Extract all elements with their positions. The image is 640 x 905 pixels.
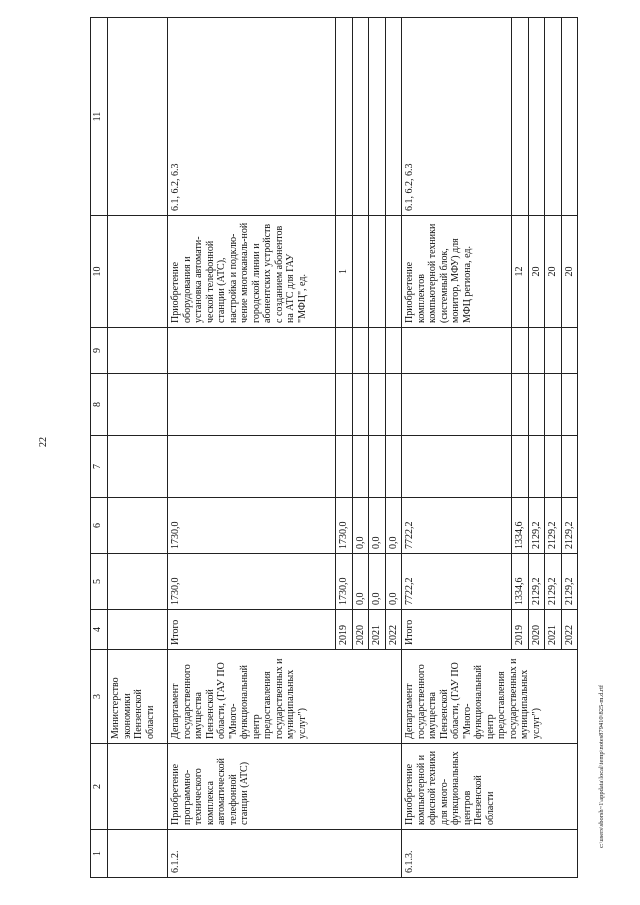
table-cell xyxy=(385,18,402,216)
indicator-value xyxy=(352,216,369,328)
table-cell xyxy=(512,18,529,216)
value-cell: 0,0 xyxy=(352,498,369,554)
rotated-table-container xyxy=(90,18,630,878)
table-cell xyxy=(369,18,386,216)
table-cell xyxy=(108,216,168,328)
table-cell xyxy=(108,328,168,374)
continuation-row xyxy=(108,18,168,878)
table-cell xyxy=(369,328,386,374)
table-cell xyxy=(528,374,545,436)
year-cell: 2019 xyxy=(336,610,353,650)
column-header: 5 xyxy=(91,554,108,610)
total-label: Итого xyxy=(168,610,336,650)
indicator-cell: Приобретение комплектов компьютерной техники (системный блок, монитор, МФУ) для МФЦ региона, ед. xyxy=(402,216,512,328)
table-cell xyxy=(561,328,578,374)
indicator-value: 20 xyxy=(561,216,578,328)
program-table xyxy=(90,17,578,878)
value-cell: 0,0 xyxy=(385,554,402,610)
table-cell xyxy=(528,328,545,374)
year-cell: 2020 xyxy=(352,610,369,650)
value-cell: 2129,2 xyxy=(561,498,578,554)
table-cell xyxy=(402,328,512,374)
table-cell xyxy=(385,328,402,374)
table-cell xyxy=(336,436,353,498)
column-header: 7 xyxy=(91,436,108,498)
table-cell xyxy=(352,328,369,374)
column-header: 10 xyxy=(91,216,108,328)
table-cell xyxy=(545,18,562,216)
table-cell xyxy=(336,328,353,374)
table-cell xyxy=(528,18,545,216)
year-cell: 2019 xyxy=(512,610,529,650)
column-header: 8 xyxy=(91,374,108,436)
year-cell: 2022 xyxy=(385,610,402,650)
table-cell xyxy=(545,436,562,498)
indicator-value: 1 xyxy=(336,216,353,328)
page-number: 22 xyxy=(38,437,49,447)
table-cell xyxy=(402,436,512,498)
target-cell: 6.1, 6.2, 6.3 xyxy=(168,18,336,216)
table-cell xyxy=(402,374,512,436)
year-cell: 2021 xyxy=(545,610,562,650)
measure-name: Приобретение компьютерной и офисной техники для много-функциональных центров Пензенской области xyxy=(402,744,578,830)
table-cell xyxy=(352,436,369,498)
table-cell xyxy=(561,436,578,498)
value-cell: 2129,2 xyxy=(528,554,545,610)
indicator-value: 20 xyxy=(545,216,562,328)
table-cell xyxy=(512,374,529,436)
table-cell xyxy=(108,374,168,436)
year-cell: 2022 xyxy=(561,610,578,650)
column-header: 11 xyxy=(91,18,108,216)
total-value: 1730,0 xyxy=(168,498,336,554)
table-cell xyxy=(108,436,168,498)
value-cell: 2129,2 xyxy=(528,498,545,554)
column-header: 4 xyxy=(91,610,108,650)
table-cell xyxy=(528,436,545,498)
row-number: 6.1.2. xyxy=(168,830,402,878)
value-cell: 2129,2 xyxy=(561,554,578,610)
table-cell xyxy=(108,610,168,650)
table-cell xyxy=(352,18,369,216)
year-cell: 2021 xyxy=(369,610,386,650)
value-cell: 0,0 xyxy=(369,554,386,610)
row-number: 6.1.3. xyxy=(402,830,578,878)
value-cell: 1730,0 xyxy=(336,554,353,610)
executor-cell: Департамент государственного имущества Пензенской области, (ГАУ ПО "Много-функциональный центр предоставления государственных и муниципальных услуг") xyxy=(402,650,578,744)
indicator-cell: Приобретение оборудования и установка автомати-ческой телефонной станции (АТС), настройка и подклю-чение многоканаль-ной городской линии и абонентских устройств с созданием абонентов на АТС для ГАУ "МФЦ", ед. xyxy=(168,216,336,328)
footer-file-path: c:\users\sborsh~1\appdata\local\temp\notes879410\825-m.d.rtf xyxy=(598,684,605,848)
table-cell xyxy=(369,374,386,436)
table-cell xyxy=(369,436,386,498)
header-row xyxy=(91,18,108,878)
table-row xyxy=(402,18,512,878)
table-cell xyxy=(108,554,168,610)
table-cell xyxy=(108,744,168,830)
indicator-value xyxy=(385,216,402,328)
value-cell: 0,0 xyxy=(385,498,402,554)
table-cell xyxy=(561,374,578,436)
table-cell xyxy=(545,374,562,436)
table-cell xyxy=(385,374,402,436)
column-header: 6 xyxy=(91,498,108,554)
table-cell xyxy=(512,436,529,498)
value-cell: 0,0 xyxy=(369,498,386,554)
table-cell xyxy=(561,18,578,216)
value-cell: 2129,2 xyxy=(545,554,562,610)
total-label: Итого xyxy=(402,610,512,650)
indicator-value: 20 xyxy=(528,216,545,328)
indicator-value xyxy=(369,216,386,328)
total-value: 7722,2 xyxy=(402,498,512,554)
table-cell xyxy=(545,328,562,374)
table-cell xyxy=(512,328,529,374)
table-cell xyxy=(336,374,353,436)
table-cell xyxy=(108,498,168,554)
total-value: 7722,2 xyxy=(402,554,512,610)
measure-name: Приобретение программно-технического комплекса автоматической телефонной станции (АТС) xyxy=(168,744,402,830)
indicator-value: 12 xyxy=(512,216,529,328)
column-header: 2 xyxy=(91,744,108,830)
value-cell: 1334,6 xyxy=(512,554,529,610)
table-cell xyxy=(352,374,369,436)
table-cell xyxy=(168,328,336,374)
column-header: 3 xyxy=(91,650,108,744)
column-header: 1 xyxy=(91,830,108,878)
value-cell: 0,0 xyxy=(352,554,369,610)
ministry-cell: Министерство экономики Пензенской области xyxy=(108,650,168,744)
table-cell xyxy=(385,436,402,498)
value-cell: 1334,6 xyxy=(512,498,529,554)
table-cell xyxy=(168,374,336,436)
executor-cell: Департамент государственного имущества Пензенской области, (ГАУ ПО "Много-функциональный центр предоставления государственных и муниципальных услуг") xyxy=(168,650,402,744)
year-cell: 2020 xyxy=(528,610,545,650)
value-cell: 2129,2 xyxy=(545,498,562,554)
table-row xyxy=(168,18,336,878)
value-cell: 1730,0 xyxy=(336,498,353,554)
total-value: 1730,0 xyxy=(168,554,336,610)
target-cell: 6.1, 6.2, 6.3 xyxy=(402,18,512,216)
table-cell xyxy=(108,830,168,878)
column-header: 9 xyxy=(91,328,108,374)
table-cell xyxy=(336,18,353,216)
table-cell xyxy=(108,18,168,216)
table-cell xyxy=(168,436,336,498)
